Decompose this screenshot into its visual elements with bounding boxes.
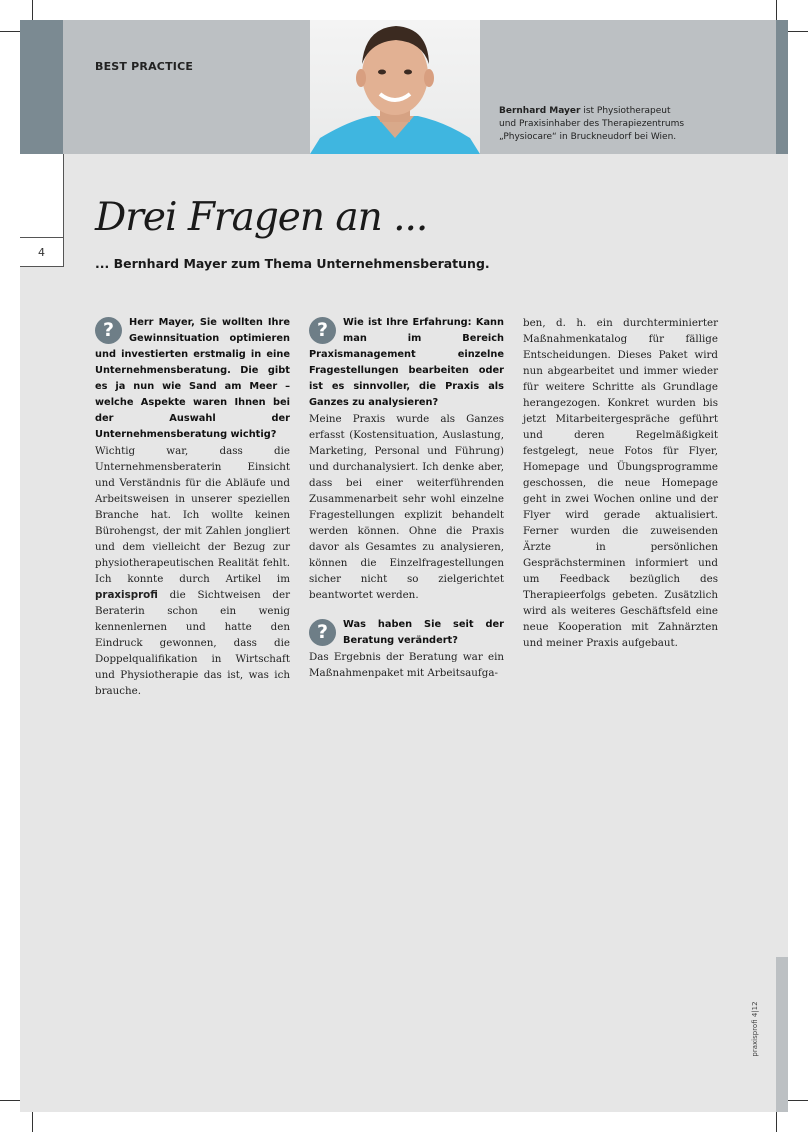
left-eye: [378, 70, 386, 75]
article-subheadline: ... Bernhard Mayer zum Thema Unternehmensberatung.: [95, 256, 490, 271]
answer-text: die Sichtweisen der Beraterin schon ein wenig kennenlernen und hatte den Eindruck gewonnen, dass die Doppelqualifikation in Wirtschaft und Physiotherapie das ist, was ich brauche.: [95, 589, 290, 697]
crop-mark: [776, 1112, 777, 1132]
article-column-2: [309, 315, 504, 681]
question-icon: ?: [309, 619, 336, 646]
article-headline: Drei Fragen an ...: [95, 195, 428, 240]
crop-mark: [776, 0, 777, 20]
question-3: [309, 617, 504, 649]
answer-text: Wichtig war, dass die Unternehmensberaterin Einsicht und Verständnis für die Abläufe und Arbeitsweisen in unserer speziellen Branche hat. Ich wollte keinen Bürohengst, der mit Zahlen jongliert und dem vielleicht der Bezug zur physiotherapeutischen Realität fehlt. Ich konnte durch Artikel im: [95, 445, 290, 585]
caption-text: „Physiocare“ in Bruckneudorf bei Wien.: [499, 132, 677, 142]
question-text: Herr Mayer, Sie wollten Ihre Gewinnsituation optimieren und investierten erstmalig in eine Unternehmensberatung. Die gibt es ja nun wie Sand am Meer – welche Aspekte waren Ihnen bei der Auswahl der Unternehmensberatung wichtig?: [95, 317, 290, 440]
left-ear: [356, 69, 366, 87]
question-1: [95, 315, 290, 443]
right-eye: [404, 70, 412, 75]
divider: [20, 266, 63, 267]
caption-text: und Praxisinhaber des Therapiezentrums: [499, 119, 685, 129]
crop-mark: [788, 31, 808, 32]
photo-caption: [499, 105, 769, 144]
page-number: 4: [38, 246, 45, 259]
answer-3-start: Das Ergebnis der Beratung war ein Maßnahmenpaket mit Arbeitsaufga-: [309, 651, 504, 679]
header-accent-strip: [20, 20, 63, 154]
portrait-illustration: [310, 20, 480, 154]
caption-text: ist Physiotherapeut: [580, 106, 671, 116]
crop-mark: [0, 31, 20, 32]
question-text: Was haben Sie seit der Beratung verändert?: [343, 619, 504, 646]
question-text: Wie ist Ihre Erfahrung: Kann man im Bereich Praxismanagement einzelne Fragestellungen bearbeiten oder ist es sinnvoller, die Praxis als Ganzes zu analysieren?: [309, 317, 504, 408]
question-2: [309, 315, 504, 411]
brand-name: praxisprofi: [95, 589, 158, 601]
side-accent-bar: [776, 957, 788, 1112]
crop-mark: [788, 1100, 808, 1101]
question-icon: ?: [309, 317, 336, 344]
divider: [20, 237, 63, 238]
crop-mark: [0, 1100, 20, 1101]
right-ear: [424, 69, 434, 87]
article-column-1: [95, 315, 290, 699]
section-label: BEST PRACTICE: [95, 60, 194, 73]
article-column-3: [523, 315, 718, 651]
issue-label: praxisprofi 4|12: [751, 1001, 759, 1057]
answer-1: [95, 443, 290, 699]
crop-mark: [32, 0, 33, 20]
header-accent-strip-right: [776, 20, 788, 154]
caption-name: Bernhard Mayer: [499, 106, 581, 116]
answer-3-continued: ben, d. h. ein durchterminierter Maßnahmenkatalog für fällige Entscheidungen. Dieses Paket wird nun abgearbeitet und immer wieder für weitere Schritte als Grundlage herangezogen. Konkret wurden bis jetzt Mitarbeitergespräche geführt und deren Regelmäßigkeit festgelegt, neue Fotos für Flyer, Homepage und Übungsprogramme geschossen, die neue Homepage geht in zwei Wochen online und der Flyer wird gerade aktualisiert. Ferner wurden die zuweisenden Ärzte in persönlichen Gesprächsterminen informiert und um Feedback bezüglich des Therapieerfolgs gebeten. Zusätzlich wird als weiteres Geschäftsfeld eine neue Kooperation mit Zahnärzten und meiner Praxis aufgebaut.: [523, 317, 718, 649]
portrait-photo: [310, 20, 480, 154]
answer-2: Meine Praxis wurde als Ganzes erfasst (Kostensituation, Auslastung, Marketing, Personal und Führung) und durchanalysiert. Ich denke aber, dass bei einer weiterführenden Zusammenarbeit sehr wohl einzelne Fragestellungen explizit behandelt werden können. Ohne die Praxis davor als Gesamtes zu analysieren, können die Einzelfragestellungen sicher nicht so zielgerichtet beantwortet werden.: [309, 413, 504, 601]
question-icon: ?: [95, 317, 122, 344]
header-band-left: [20, 20, 310, 154]
crop-mark: [32, 1112, 33, 1132]
